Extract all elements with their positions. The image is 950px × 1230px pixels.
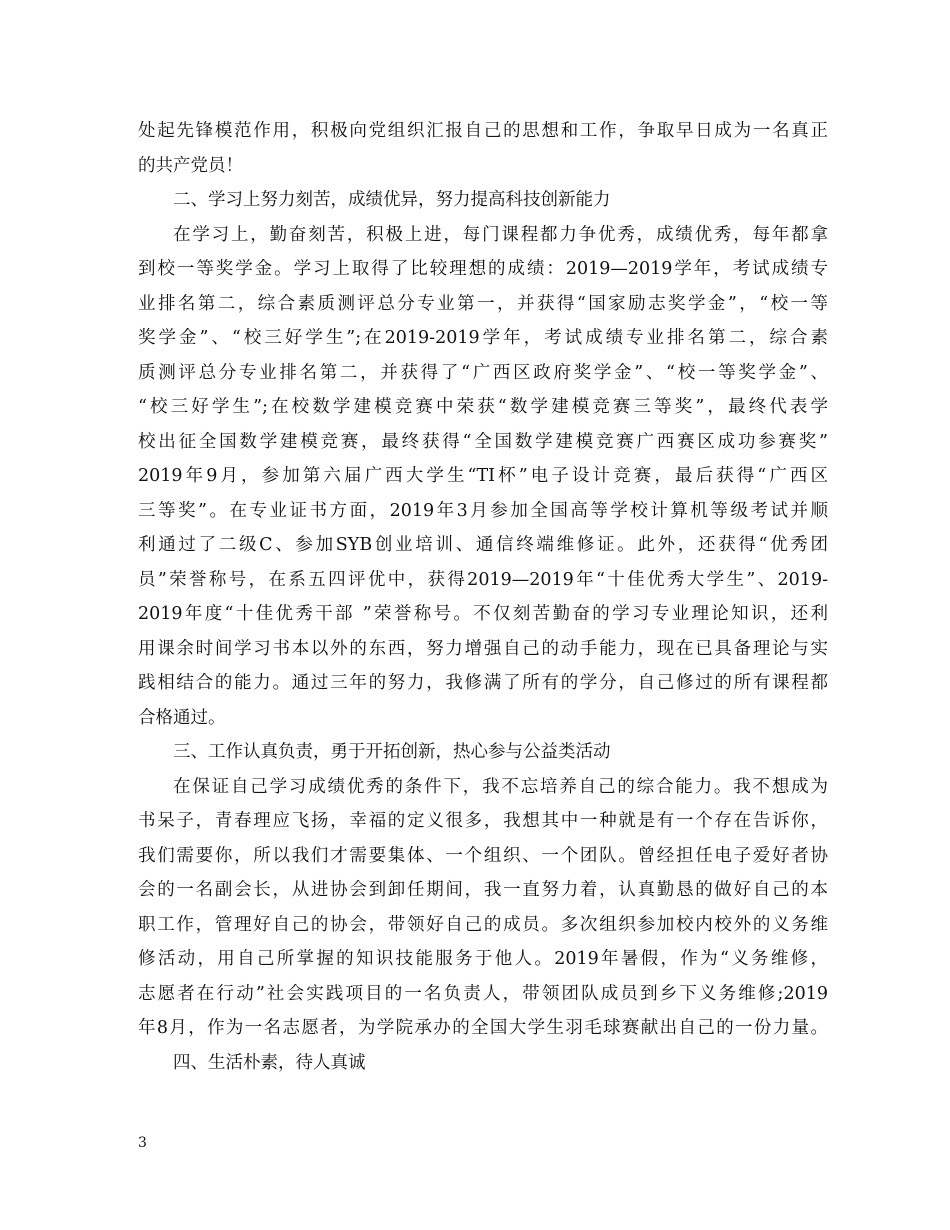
text-line: 在学习上，勤奋刻苦，积极上进，每门课程都力争优秀，成绩优秀，每年都拿	[173, 224, 828, 245]
text-line: 会的一名副会长，从进协会到卸任期间，我一直努力着，认真勤恳的做好自己的本	[138, 880, 828, 900]
text-line: 我们需要你，所以我们才需要集体、一个组织、一个团队。曾经担任电子爱好者协	[138, 845, 828, 866]
page-number: 3	[138, 1135, 147, 1151]
text-line: 在保证自己学习成绩优秀的条件下，我不忘培养自己的综合能力。我不想成为	[173, 776, 828, 797]
text-line: 2019年度“十佳优秀干部 ”荣誉称号。不仅刻苦勤奋的学习专业理论知识，还利	[138, 604, 828, 624]
text-line: 员”荣誉称号，在系五四评优中，获得2019—2019年“十佳优秀大学生”、2019-	[138, 569, 828, 590]
text-line: 利通过了二级C、参加SYB创业培训、通信终端维修证。此外，还获得“优秀团	[138, 535, 828, 555]
text-line: 二、学习上努力刻苦，成绩优异，努力提高科技创新能力	[173, 190, 611, 210]
text-line: 业排名第二，综合素质测评总分专业第一，并获得“国家励志奖学金”，“校一等	[138, 293, 828, 314]
text-line: 到校一等奖学金。学习上取得了比较理想的成绩：2019—2019学年，考试成绩专	[138, 259, 828, 279]
text-line: 质测评总分专业排名第二，并获得了“广西区政府奖学金”、“校一等奖学金”、	[138, 362, 828, 383]
text-line: 年8月，作为一名志愿者，为学院承办的全国大学生羽毛球赛献出自己的一份力量。	[138, 1018, 828, 1038]
text-line: 四、生活朴素，待人真诚	[173, 1052, 366, 1073]
text-line: 的共产党员！	[138, 155, 243, 176]
text-line: 践相结合的能力。通过三年的努力，我修满了所有的学分，自己修过的所有课程都	[138, 673, 828, 693]
text-line: 处起先锋模范作用，积极向党组织汇报自己的思想和工作，争取早日成为一名真正	[138, 121, 828, 141]
text-line: 合格通过。	[138, 707, 226, 728]
text-line: 用课余时间学习书本以外的东西，努力增强自己的动手能力，现在已具备理论与实	[138, 638, 828, 659]
document-body	[138, 114, 828, 1080]
text-line: 职工作，管理好自己的协会，带领好自己的成员。多次组织参加校内校外的义务维	[138, 914, 828, 935]
text-line: 书呆子，青春理应飞扬，幸福的定义很多，我想其中一种就是有一个存在告诉你，	[138, 811, 828, 831]
text-line: 校出征全国数学建模竞赛，最终获得“全国数学建模竞赛广西赛区成功参赛奖”	[138, 431, 828, 452]
text-line: 三等奖”。在专业证书方面，2019年3月参加全国高等学校计算机等级考试并顺	[138, 500, 828, 521]
text-line: 修活动，用自己所掌握的知识技能服务于他人。2019年暑假，作为“义务维修，	[138, 949, 828, 969]
text-line: 2019年9月，参加第六届广西大学生“TI杯”电子设计竞赛，最后获得“广西区	[138, 466, 828, 486]
text-line: 奖学金”、“校三好学生”;在2019-2019学年，考试成绩专业排名第二，综合素	[138, 328, 828, 348]
text-line: 志愿者在行动”社会实践项目的一名负责人，带领团队成员到乡下义务维修;2019	[138, 983, 828, 1004]
text-line: 三、工作认真负责，勇于开拓创新，热心参与公益类活动	[173, 742, 611, 762]
text-line: “校三好学生”;在校数学建模竞赛中荣获“数学建模竞赛三等奖”，最终代表学	[138, 397, 828, 417]
